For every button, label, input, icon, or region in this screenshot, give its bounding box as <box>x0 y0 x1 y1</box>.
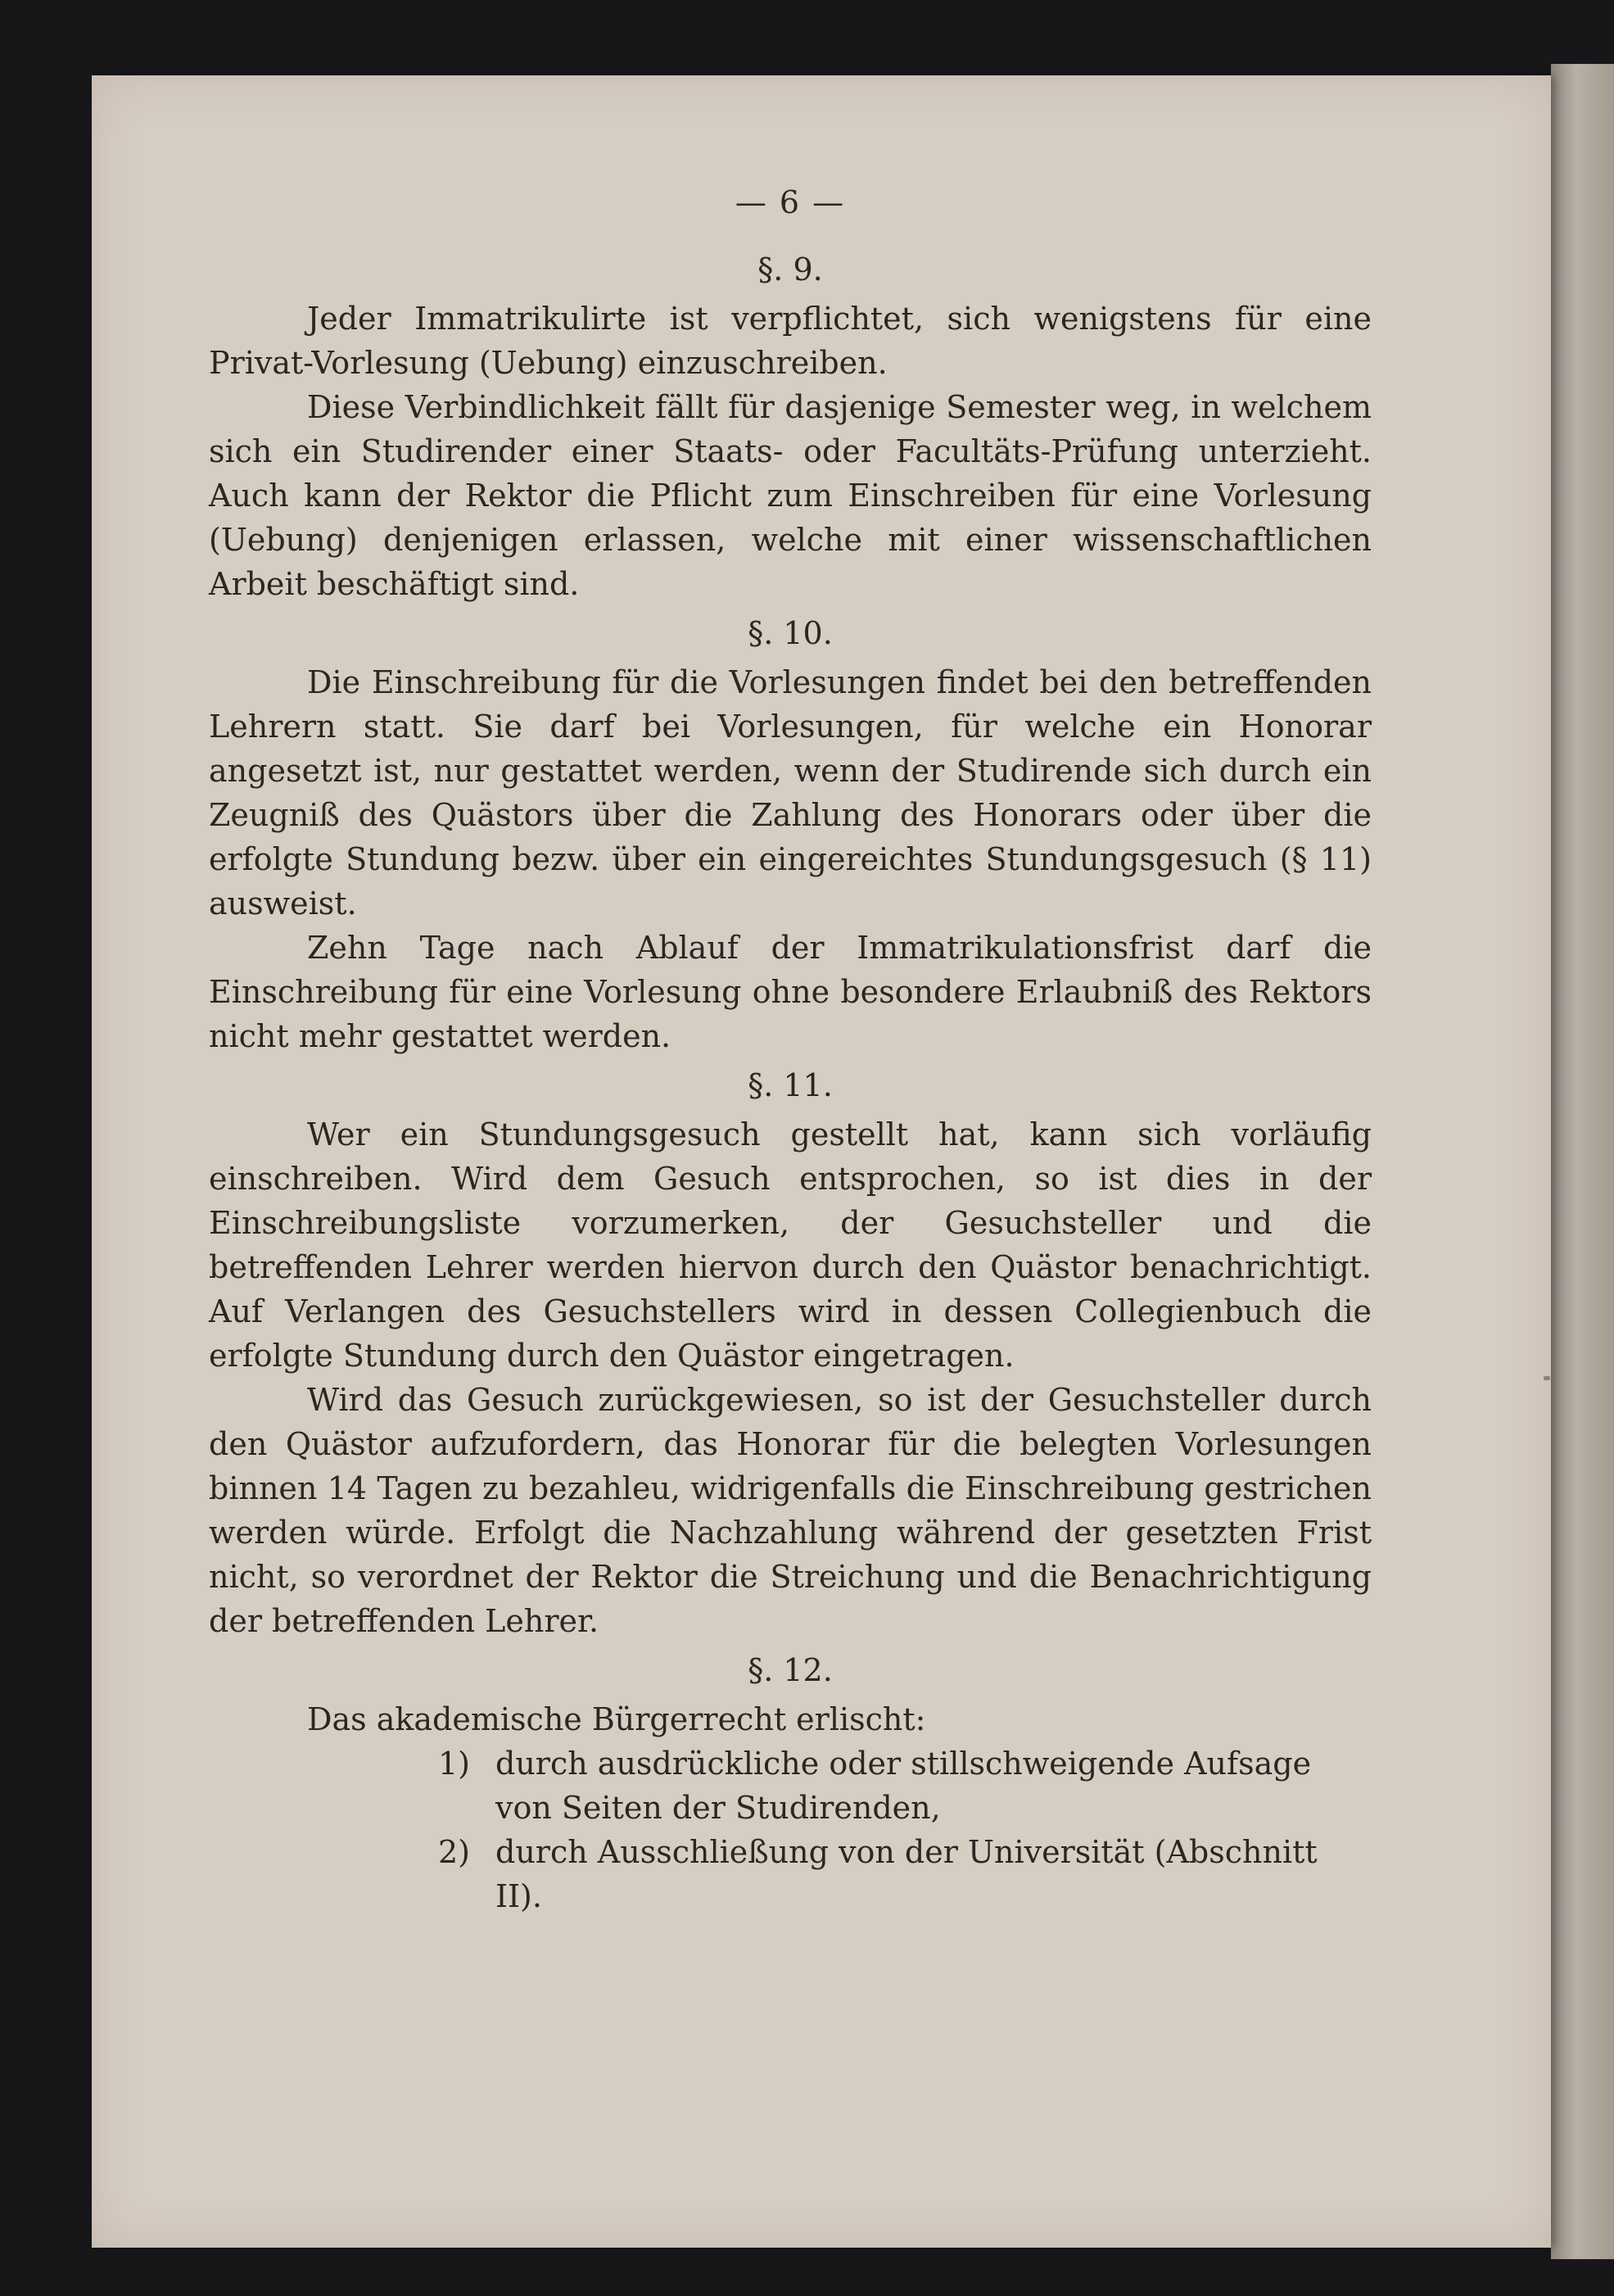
list-intro: Das akademische Bürgerrecht erlischt: <box>307 1701 926 1737</box>
section-heading: §. 9. <box>757 251 823 288</box>
paragraph: Die Einschreibung für die Vorlesungen findet bei den betreffenden Lehrern statt. Sie darf bei Vorlesungen, für welche ein Honorar angesetzt ist, nur gestattet werden, wenn der Studirende sich durch ein Zeugniß des Quästors über die Zahlung des Honorars oder über die erfolgte Stundung bezw. über ein eingereichtes Stundungsgesuch (§ 11) ausweist. <box>209 664 1372 922</box>
list-item <box>438 1741 1372 1830</box>
next-page-edge <box>1551 64 1614 2259</box>
paragraph: Diese Verbindlichkeit fällt für dasjenige Semester weg, in welchem sich ein Studirender einer Staats- oder Facultäts-Prüfung unterzieht. Auch kann der Rektor die Pflicht zum Einschreiben für eine Vorlesung (Uebung) denjenigen erlassen, welche mit einer wissenschaftlichen Arbeit beschäftigt sind. <box>209 389 1372 602</box>
section-heading: §. 10. <box>748 615 833 651</box>
paragraph: Zehn Tage nach Ablauf der Immatrikulationsfrist darf die Einschreibung für eine Vorlesung ohne besondere Erlaubniß des Rektors nicht mehr gestattet werden. <box>209 930 1372 1054</box>
list-number: 1) <box>438 1746 471 1782</box>
list-text: durch Ausschließung von der Universität (Abschnitt II). <box>495 1834 1318 1914</box>
section-heading: §. 12. <box>748 1652 833 1688</box>
paragraph: Wer ein Stundungsgesuch gestellt hat, kann sich vorläufig einschreiben. Wird dem Gesuch entsprochen, so ist dies in der Einschreibungsliste vorzumerken, der Gesuchsteller und die betreffenden Lehrer werden hiervon durch den Quästor benachrichtigt. Auf Verlangen des Gesuchstellers wird in dessen Collegienbuch die erfolgte Stundung durch den Quästor eingetragen. <box>209 1116 1372 1374</box>
page-text <box>209 180 1372 1918</box>
margin-mark <box>1544 1376 1550 1380</box>
page-number: — 6 — <box>735 184 846 220</box>
paragraph: Jeder Immatrikulirte ist verpflichtet, sich wenigstens für eine Privat-Vorlesung (Uebung) einzuschreiben. <box>209 301 1372 381</box>
list-number: 2) <box>438 1834 471 1870</box>
paragraph: Wird das Gesuch zurückgewiesen, so ist der Gesuchsteller durch den Quästor aufzufordern, das Honorar für die belegten Vorlesungen binnen 14 Tagen zu bezahleu, widrigenfalls die Einschreibung gestrichen werden würde. Erfolgt die Nachzahlung während der gesetzten Frist nicht, so verordnet der Rektor die Streichung und die Benachrichtigung der betreffenden Lehrer. <box>209 1382 1372 1639</box>
list-item <box>438 1830 1372 1918</box>
section-heading: §. 11. <box>748 1067 833 1103</box>
list-text: durch ausdrückliche oder stillschweigende Aufsage von Seiten der Studirenden, <box>495 1746 1312 1826</box>
